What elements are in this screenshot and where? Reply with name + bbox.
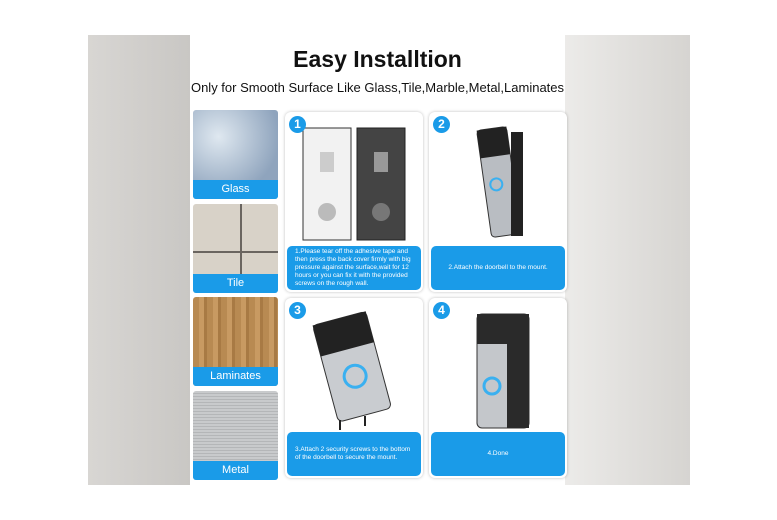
doorbell-done-image [439, 308, 557, 428]
security-screws-image [295, 308, 413, 428]
step-card-4 [429, 298, 567, 478]
step-card-3 [285, 298, 423, 478]
step-caption: 2.Attach the doorbell to the mount. [431, 246, 565, 290]
step-card-2 [429, 112, 567, 292]
step-number: 1 [289, 116, 306, 133]
right-background-panel [565, 35, 690, 485]
material-label: Tile [193, 274, 278, 293]
subtitle: Only for Smooth Surface Like Glass,Tile,Marble,Metal,Laminates [190, 80, 565, 95]
page-title: Easy Installtion [293, 46, 462, 72]
material-label: Metal [193, 461, 278, 480]
material-label: Laminates [193, 367, 278, 386]
mount-plates-image [295, 122, 413, 242]
step-number: 4 [433, 302, 450, 319]
step-number: 2 [433, 116, 450, 133]
step-number: 3 [289, 302, 306, 319]
step-caption: 4.Done [431, 432, 565, 476]
step-caption: 3.Attach 2 security screws to the bottom of the doorbell to secure the mount. [287, 432, 421, 476]
step-caption: 1.Please tear off the adhesive tape and then press the back cover firmly with big pressure against the surface,wait for 12 hours or you can fix it with the provided screws on the rough wall. [287, 246, 421, 290]
material-laminates [193, 297, 278, 386]
left-background-panel [88, 35, 190, 485]
step-card-1 [285, 112, 423, 292]
material-metal [193, 391, 278, 480]
doorbell-attach-image [439, 122, 557, 242]
material-tile [193, 204, 278, 293]
material-label: Glass [193, 180, 278, 199]
material-glass [193, 110, 278, 199]
